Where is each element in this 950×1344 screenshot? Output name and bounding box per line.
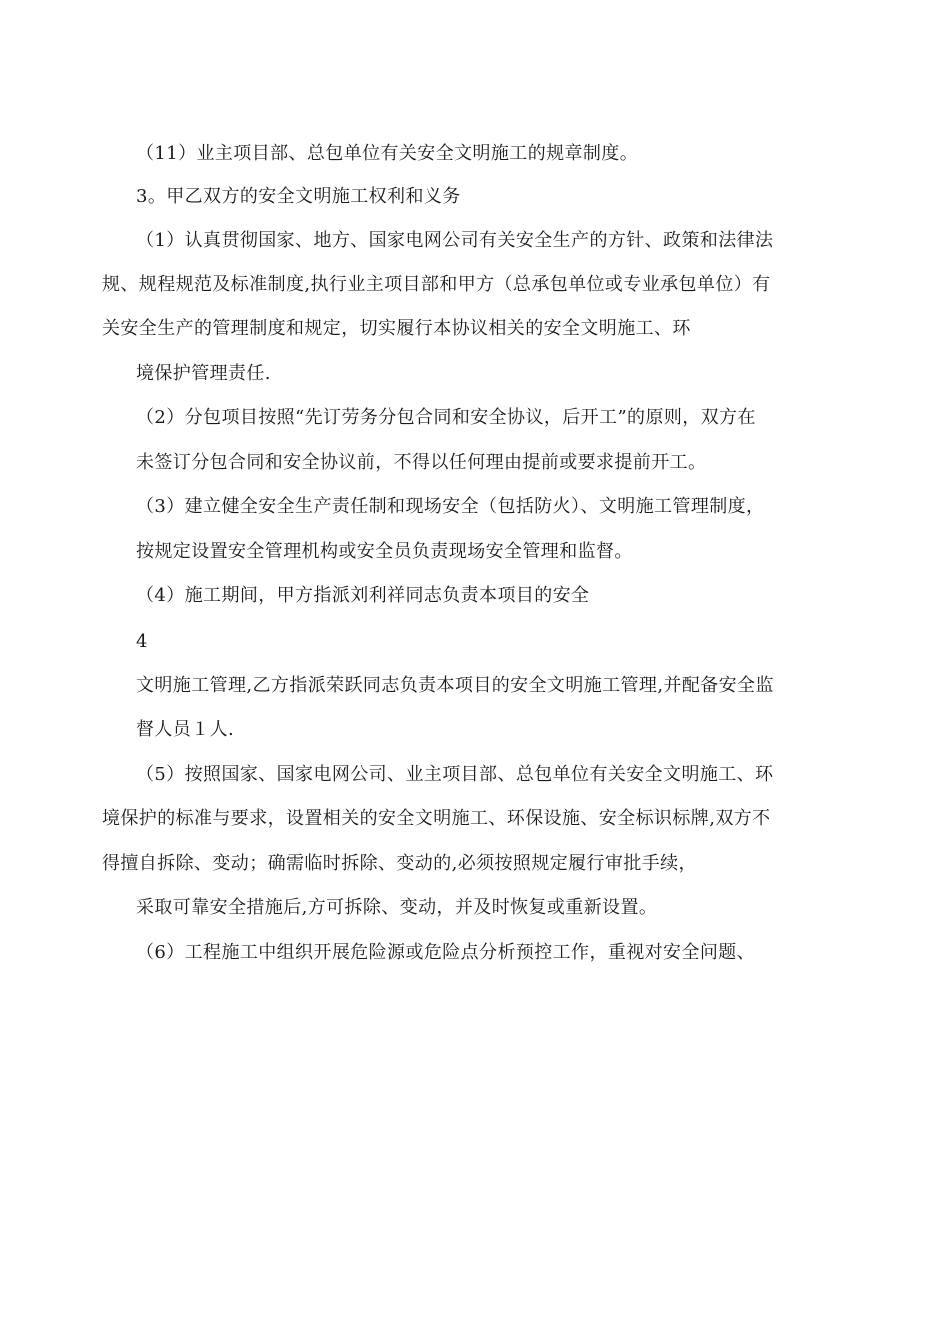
clause-3-line-1: （3）建立健全安全生产责任制和现场安全（包括防火）、文明施工管理制度， [136, 496, 765, 517]
clause-4-line-1: （4）施工期间，甲方指派刘利祥同志负责本项目的安全 [136, 585, 590, 606]
page-number: 4 [136, 631, 148, 652]
clause-1-line-3: 关安全生产的管理制度和规定，切实履行本协议相关的安全文明施工、环 [102, 318, 691, 339]
clause-3-line-2: 按规定设置安全管理机构或安全员负责现场安全管理和监督。 [136, 541, 633, 562]
clause-4-line-3: 督人员１人. [136, 719, 235, 740]
clause-5-line-1: （5）按照国家、国家电网公司、业主项目部、总包单位有关安全文明施工、环 [136, 764, 774, 785]
section-3-heading: 3。甲乙双方的安全文明施工权利和义务 [136, 186, 461, 207]
clause-5-line-3: 得擅自拆除、变动；确需临时拆除、变动的,必须按照规定履行审批手续， [102, 853, 697, 874]
clause-4-line-2: 文明施工管理,乙方指派荣跃同志负责本项目的安全文明施工管理,并配备安全监 [136, 675, 774, 696]
clause-5-line-2: 境保护的标准与要求，设置相关的安全文明施工、环保设施、安全标识标牌,双方不 [102, 808, 771, 829]
clause-2-line-1: （2）分包项目按照“先订劳务分包合同和安全协议，后开工”的原则，双方在 [136, 407, 756, 428]
clause-5-line-4: 采取可靠安全措施后,方可拆除、变动，并及时恢复或重新设置。 [136, 897, 658, 918]
clause-1-line-1: （1）认真贯彻国家、地方、国家电网公司有关安全生产的方针、政策和法律法 [136, 230, 774, 251]
clause-1-line-4: 境保护管理责任. [136, 363, 271, 384]
clause-6-line-1: （6）工程施工中组织开展危险源或危险点分析预控工作，重视对安全问题、 [136, 942, 756, 963]
clause-1-line-2: 规、规程规范及标准制度,执行业主项目部和甲方（总承包单位或专业承包单位）有 [102, 274, 771, 295]
clause-11-line: （11）业主项目部、总包单位有关安全文明施工的规章制度。 [136, 143, 639, 164]
clause-2-line-2: 未签订分包合同和安全协议前，不得以任何理由提前或要求提前开工。 [136, 452, 707, 473]
